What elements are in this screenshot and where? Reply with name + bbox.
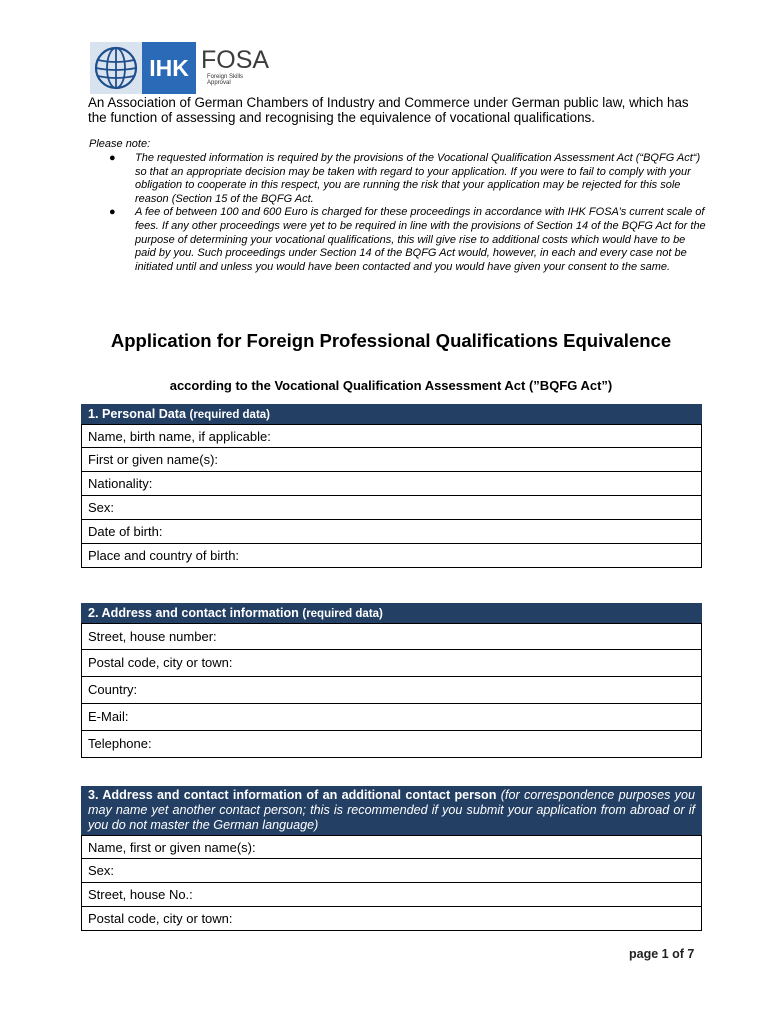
logo-fosa-text: FOSA [201, 46, 270, 74]
globe-icon [90, 42, 142, 94]
note-heading: Please note: [89, 138, 151, 150]
section-header: 3. Address and contact information of an additional contact person (for correspondence purposes you may name yet another contact person; this is recommended if you submit your application from abroad or if you do not master the German language) [81, 786, 702, 835]
field-contact-name[interactable]: Name, first or given name(s): [81, 835, 702, 859]
logo-tagline: Foreign Skills Approval [207, 74, 244, 86]
note-list [108, 152, 708, 274]
field-given-name[interactable]: First or given name(s): [81, 448, 702, 472]
field-nationality[interactable]: Nationality: [81, 472, 702, 496]
logo-ihk-text: IHK [142, 42, 196, 94]
field-telephone[interactable]: Telephone: [81, 731, 702, 758]
ihk-fosa-logo [90, 42, 268, 94]
section-header: 2. Address and contact information (required data) [81, 603, 702, 623]
section-header: 1. Personal Data (required data) [81, 404, 702, 424]
note-bullet-text: A fee of between 100 and 600 Euro is charged for these proceedings in accordance with IHK FOSA’s current scale of fees. If any other proceedings were yet to be required in line with the provisions of Section 14 of the BQFG Act for the purpose of determining your vocational qualifications, this will give rise to additional costs which would have to be paid by you. Such proceedings under Section 14 of the BQFG Act would, however, in each and every case not be initiated until and unless you would have been contacted and you would have given your consent to the same. [135, 206, 706, 273]
note-bullet-text: The requested information is required by the provisions of the Vocational Qualification Assessment Act (“BQFG Act“) so that an appropriate decision may be taken with regard to your application. If you were to fail to comply with your obligation to cooperate in this respect, you are running the risk that your application may be rejected for this sole reason (Section 15 of the BQFG Act. [135, 152, 701, 205]
field-date-of-birth[interactable]: Date of birth: [81, 520, 702, 544]
field-street[interactable]: Street, house number: [81, 623, 702, 650]
section-personal-data [81, 404, 702, 568]
field-name[interactable]: Name, birth name, if applicable: [81, 424, 702, 448]
section-address [81, 603, 702, 758]
field-country[interactable]: Country: [81, 677, 702, 704]
page-title: Application for Foreign Professional Qualifications Equivalence [110, 330, 672, 351]
field-postal-code[interactable]: Postal code, city or town: [81, 650, 702, 677]
field-place-of-birth[interactable]: Place and country of birth: [81, 544, 702, 568]
field-contact-street[interactable]: Street, house No.: [81, 883, 702, 907]
field-contact-sex[interactable]: Sex: [81, 859, 702, 883]
field-contact-postal-code[interactable]: Postal code, city or town: [81, 907, 702, 931]
note-bullet: ● A fee of between 100 and 600 Euro is charged for these proceedings in accordance with IHK FOSA’s current scale of fees. If any other proceedings were yet to be required in line with the provisions of Section 14 of the BQFG Act for the purpose of determining your vocational qualifications, this will give rise to additional costs which would have to be paid by you. Such proceedings under Section 14 of the BQFG Act would, however, in each and every case not be initiated until and unless you would have been contacted and you would have given your consent to the same. [109, 206, 706, 273]
page-subtitle: according to the Vocational Qualification Assessment Act (”BQFG Act”) [169, 378, 613, 393]
section-additional-contact [81, 786, 702, 931]
page-number: page 1 of 7 [629, 947, 695, 961]
note-bullet: ● The requested information is required by the provisions of the Vocational Qualification Assessment Act (“BQFG Act“) so that an appropriate decision may be taken with regard to your application. If you were to fail to comply with your obligation to cooperate in this respect, you are running the risk that your application may be rejected for this sole reason (Section 15 of the BQFG Act. [109, 152, 701, 205]
field-sex[interactable]: Sex: [81, 496, 702, 520]
intro-text: An Association of German Chambers of Industry and Commerce under German public law, which has the function of assessing and recognising the equivalence of vocational qualifications. [88, 95, 689, 125]
field-email[interactable]: E-Mail: [81, 704, 702, 731]
